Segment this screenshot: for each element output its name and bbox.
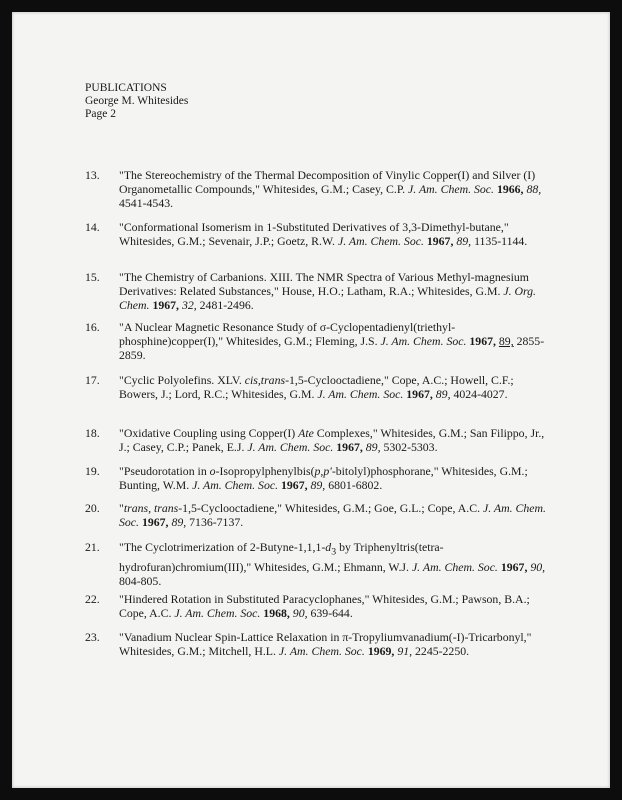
- entry-volume: 32,: [181, 298, 197, 313]
- entry-number: 23.: [85, 630, 100, 644]
- entry-authors: House, H.O.; Latham, R.A.; Whitesides, G.M.: [278, 284, 504, 299]
- entry-pages: 2481-2496.: [199, 298, 254, 313]
- entry-year: 1968,: [263, 606, 290, 621]
- entry-year: 1967,: [406, 387, 433, 402]
- entry-title-end: by Triphenyltris(tetra-hydrofuran)chromium(III),": [119, 540, 444, 574]
- publication-entry-23: [85, 630, 555, 658]
- entry-year: 1967,: [469, 334, 496, 349]
- publication-entry-15: [85, 270, 555, 313]
- entry-number: 13.: [85, 168, 100, 182]
- entry-title-italic: cis,trans: [244, 373, 286, 387]
- entry-pages: 2855-2859.: [119, 334, 545, 363]
- entry-volume: 90,: [292, 606, 308, 621]
- entry-journal: J. Am. Chem. Soc.: [247, 440, 334, 455]
- entry-year: 1969,: [367, 644, 395, 659]
- entry-volume: 89,: [456, 234, 472, 249]
- entry-citation: [119, 270, 555, 313]
- entry-citation: [119, 220, 555, 248]
- publication-entry-21: [85, 540, 555, 588]
- entry-title: "Vanadium Nuclear Spin-Lattice Relaxation in π-Tropyliumvanadium(-I)-Tricarbonyl,": [119, 630, 532, 644]
- publication-entry-14: [85, 220, 555, 248]
- entry-volume: 89,: [435, 387, 451, 402]
- entry-number: 16.: [85, 320, 100, 334]
- entry-number: 17.: [85, 373, 100, 387]
- entry-journal: J. Am. Chem. Soc.: [380, 334, 467, 349]
- entry-citation: [119, 540, 555, 588]
- entry-title-start: "Oxidative Coupling using Copper(I): [119, 426, 299, 440]
- entry-journal: J. Am. Chem. Soc.: [278, 644, 365, 659]
- entry-year: 1967,: [336, 440, 363, 455]
- header-author: George M. Whitesides: [85, 95, 189, 107]
- publication-entry-16: [85, 320, 555, 363]
- publication-entry-18: [85, 426, 555, 454]
- entry-journal: J. Am. Chem. Soc.: [337, 234, 424, 249]
- publication-entry-22: [85, 592, 555, 620]
- entry-title: "The Stereochemistry of the Thermal Decomposition of Vinylic Copper(I) and Silver (I) Organometallic Compounds,": [119, 168, 536, 197]
- publication-entry-13: [85, 168, 555, 211]
- document-page: [12, 12, 610, 788]
- entry-authors: Cope, A.C.; Howell, C.F.; Bowers, J.; Lord, R.C.; Whitesides, G.M.: [119, 373, 514, 402]
- entry-pages: 4024-4027.: [453, 387, 508, 402]
- publication-entry-19: [85, 464, 555, 492]
- entry-journal: J. Am. Chem. Soc.: [317, 387, 404, 402]
- entry-pages: 4541-4543.: [119, 196, 174, 211]
- entry-citation: [119, 168, 555, 211]
- entry-title-italic: d: [325, 540, 332, 554]
- entry-volume: 89,: [171, 515, 187, 530]
- entry-title-subscript: 3: [331, 546, 337, 558]
- header-title: PUBLICATIONS: [85, 82, 167, 94]
- entry-authors: Whitesides, G.M.; Pawson, B.A.; Cope, A.C.: [119, 592, 530, 621]
- entry-title-end: -1,5-Cyclooctadiene,": [285, 373, 389, 387]
- entry-authors: Whitesides, G.M.; Sevenair, J.P.; Goetz, R.W.: [119, 234, 338, 249]
- entry-journal: J. Am. Chem. Soc.: [174, 606, 261, 621]
- entry-volume: 89,: [365, 440, 381, 455]
- entry-title: "A Nuclear Magnetic Resonance Study of σ-Cyclopentadienyl(triethyl-phosphine)copper(I),": [119, 320, 456, 349]
- entry-authors: Whitesides, G.M.; Bunting, W.M.: [119, 464, 528, 493]
- entry-title: "Conformational Isomerism in 1-Substituted Derivatives of 3,3-Dimethyl-butane,": [119, 220, 509, 234]
- entry-citation: [119, 592, 555, 620]
- entry-volume: 88,: [526, 182, 542, 197]
- page-header: [85, 82, 188, 121]
- entry-citation: [119, 426, 555, 454]
- entry-number: 15.: [85, 270, 100, 284]
- entry-citation: [119, 501, 555, 529]
- entry-journal: J. Org. Chem.: [119, 284, 536, 313]
- entry-title: "The Chemistry of Carbanions. XIII. The NMR Spectra of Various Methyl-magnesium Derivatives: Related Substances,": [119, 270, 529, 299]
- entry-authors: Whitesides, G.M.; Fleming, J.S.: [223, 334, 381, 349]
- entry-year: 1966,: [496, 182, 524, 197]
- entry-pages: 1135-1144.: [474, 234, 528, 249]
- entry-year: 1967,: [500, 559, 528, 574]
- header-page-number: Page 2: [85, 108, 116, 120]
- entry-title-end: -bitolyl)phosphorane,": [331, 464, 439, 478]
- entry-year: 1967,: [152, 298, 179, 313]
- entry-authors: Whitesides, G.M.; Mitchell, H.L.: [119, 644, 279, 659]
- entry-authors: Whitesides, G.M.; Casey, C.P.: [259, 182, 409, 197]
- entry-authors: Whitesides, G.M.; Goe, G.L.; Cope, A.C.: [282, 501, 483, 515]
- entry-title-middle: -Isopropylphenylbis(: [215, 464, 315, 478]
- publication-entry-20: [85, 501, 555, 529]
- entry-year: 1967,: [141, 515, 169, 530]
- entry-authors: Whitesides, G.M.; Ehmann, W.J.: [251, 559, 412, 574]
- entry-title-italic-2: p,p': [314, 464, 332, 478]
- entry-number: 19.: [85, 464, 100, 478]
- entry-journal: J. Am. Chem. Soc.: [192, 478, 279, 493]
- entry-title: "Hindered Rotation in Substituted Paracyclophanes,": [119, 592, 370, 606]
- entry-number: 20.: [85, 501, 100, 515]
- entry-volume: 91,: [397, 644, 413, 659]
- entry-title-end: -1,5-Cyclooctadiene,": [178, 501, 282, 515]
- entry-number: 22.: [85, 592, 100, 606]
- publication-entry-17: [85, 373, 555, 401]
- entry-title-start: "Pseudorotation in: [119, 464, 210, 478]
- entry-number: 14.: [85, 220, 100, 234]
- entry-title-start: "Cyclic Polyolefins. XLV.: [119, 373, 245, 387]
- entry-pages: 5302-5303.: [383, 440, 438, 455]
- entry-title-italic: Ate: [298, 426, 314, 440]
- entry-number: 21.: [85, 540, 100, 554]
- entry-volume: 89,: [310, 478, 326, 493]
- entry-title-start: "The Cyclotrimerization of 2-Butyne-1,1,1-: [119, 540, 326, 554]
- entry-year: 1967,: [281, 478, 308, 493]
- entry-title-end: Complexes,": [313, 426, 378, 440]
- entry-volume: 90,: [530, 559, 546, 574]
- entry-pages: 804-805.: [119, 573, 162, 588]
- entry-pages: 7136-7137.: [189, 515, 244, 530]
- entry-year: 1967,: [426, 234, 454, 249]
- entry-citation: [119, 320, 555, 363]
- entry-journal: J. Am. Chem. Soc.: [408, 182, 494, 197]
- entry-citation: [119, 373, 555, 401]
- entry-title-italic: o: [209, 464, 216, 478]
- entry-pages: 639-644.: [310, 606, 353, 621]
- entry-journal: J. Am. Chem. Soc.: [119, 501, 547, 530]
- entry-citation: [119, 464, 555, 492]
- entry-pages: 2245-2250.: [415, 644, 470, 659]
- entry-citation: [119, 630, 555, 658]
- entry-title-start: ": [119, 501, 124, 515]
- entry-volume: 89,: [498, 334, 514, 349]
- entry-number: 18.: [85, 426, 100, 440]
- entry-title-italic: trans, trans: [123, 501, 179, 515]
- entry-pages: 6801-6802.: [328, 478, 383, 493]
- entry-journal: J. Am. Chem. Soc.: [411, 559, 498, 574]
- entry-authors: Whitesides, G.M.; San Filippo, Jr., J.; Casey, C.P.; Panek, E.J.: [119, 426, 545, 455]
